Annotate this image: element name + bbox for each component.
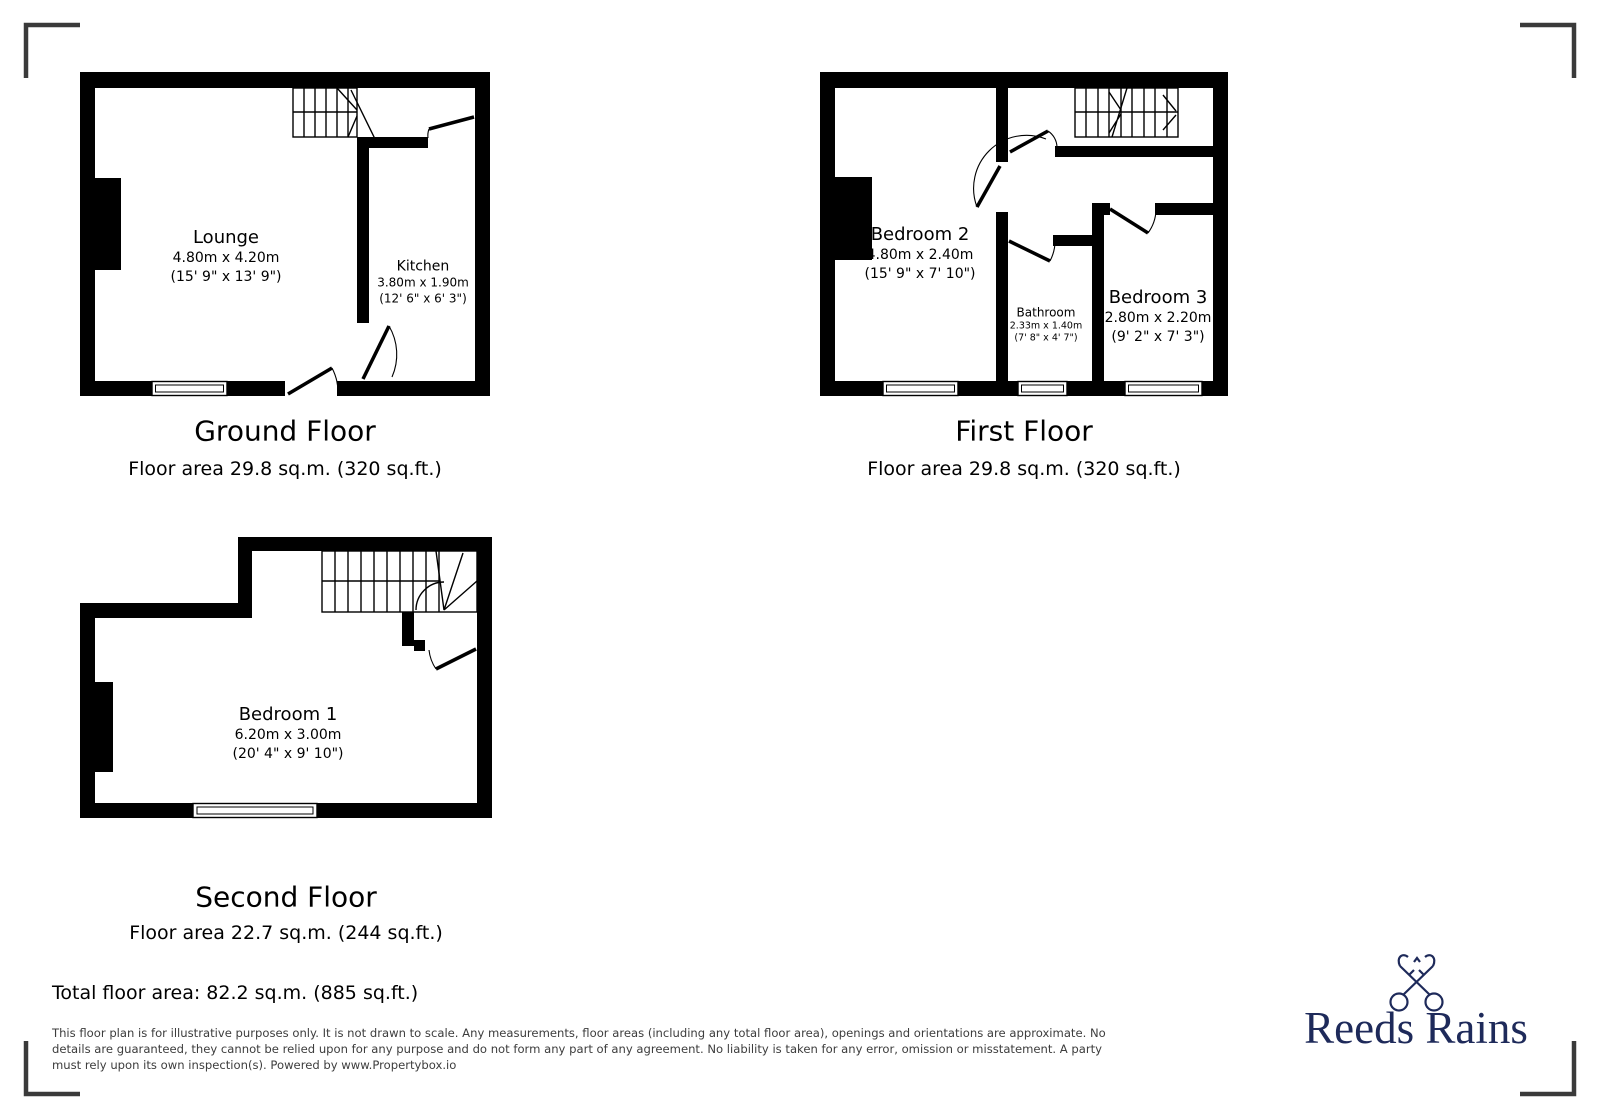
corner-bracket-top-left xyxy=(26,25,80,78)
ground-outer-walls xyxy=(80,72,490,396)
landing-wall xyxy=(1055,146,1213,157)
room-label-kitchen xyxy=(377,257,469,306)
ground-entrance-opening xyxy=(285,381,337,396)
total-floor-area: Total floor area: 82.2 sq.m. (885 sq.ft.) xyxy=(52,982,419,1004)
room-dim-imperial: (15' 9" x 13' 9") xyxy=(170,268,282,285)
kitchen-lounge-door-icon xyxy=(363,326,397,379)
second-chimney-breast xyxy=(95,682,113,772)
ground-floor-plan xyxy=(80,72,490,396)
disclaimer-line-2: details are guaranteed, they cannot be relied upon for any purpose and do not form any part of any agreement. No liability is taken for any error, omission or misstatement. A party xyxy=(52,1042,1103,1056)
disclaimer-text xyxy=(52,1025,1106,1073)
bedroom2-window-icon xyxy=(883,382,958,396)
disclaimer-line-3: must rely upon its own inspection(s). Powered by www.Propertybox.io xyxy=(52,1058,457,1072)
room-label-bedroom3 xyxy=(1105,286,1212,346)
ground-floor-area: Floor area 29.8 sq.m. (320 sq.ft.) xyxy=(128,458,442,480)
room-name: Lounge xyxy=(192,227,260,249)
second-floor-title: Second Floor xyxy=(195,880,377,914)
bedroom2-wall-upper xyxy=(996,88,1008,162)
room-name: Bedroom 3 xyxy=(1108,287,1208,309)
bathroom-top-wall xyxy=(1053,235,1093,246)
room-name: Kitchen xyxy=(396,258,450,275)
bathroom-door-icon xyxy=(1009,238,1055,261)
ground-chimney-breast xyxy=(95,178,121,270)
bedroom1-door-icon xyxy=(429,649,476,669)
bathroom-bedroom3-wall xyxy=(1092,203,1104,381)
room-label-bedroom1 xyxy=(232,703,343,763)
room-dim-imperial: (15' 9" x 7' 10") xyxy=(864,265,976,282)
bedroom3-window-icon xyxy=(1125,382,1202,396)
second-stair-wall-stub xyxy=(402,612,414,646)
ground-floor-title: Ground Floor xyxy=(194,414,376,448)
bedroom3-top-wall-right xyxy=(1155,203,1213,215)
room-dim-metric: 2.80m x 2.20m xyxy=(1104,310,1212,327)
room-dim-imperial: (20' 4" x 9' 10") xyxy=(232,745,344,762)
room-dim-metric: 6.20m x 3.00m xyxy=(234,727,342,744)
corner-bracket-bottom-right xyxy=(1520,1041,1574,1094)
room-name: Bedroom 1 xyxy=(238,704,338,726)
room-dim-metric: 2.33m x 1.40m xyxy=(1009,320,1083,332)
ground-divider-wall xyxy=(357,137,369,323)
bedroom1-window-icon xyxy=(193,804,317,818)
lounge-window-icon xyxy=(152,382,227,396)
room-dim-imperial: (7' 8" x 4' 7") xyxy=(1014,332,1078,344)
corner-bracket-top-right xyxy=(1520,25,1574,78)
second-stairs-icon xyxy=(322,551,477,612)
room-dim-metric: 3.80m x 1.90m xyxy=(377,275,469,290)
second-door-jamb-stub xyxy=(414,640,425,651)
bedroom3-top-wall-left xyxy=(1092,203,1110,215)
kitchen-hall-door-icon xyxy=(428,117,474,138)
second-floor-area: Floor area 22.7 sq.m. (244 sq.ft.) xyxy=(129,922,443,944)
disclaimer-line-1: This floor plan is for illustrative purposes only. It is not drawn to scale. Any measurements, floor areas (including any total floor area), openings and orientations are approximate. No xyxy=(52,1026,1106,1040)
bathroom-window-icon xyxy=(1018,382,1067,396)
room-dim-imperial: (12' 6" x 6' 3") xyxy=(379,291,467,306)
room-dim-metric: 4.80m x 2.40m xyxy=(866,247,974,264)
room-dim-metric: 4.80m x 4.20m xyxy=(172,250,280,267)
landing-door-icon xyxy=(1010,131,1057,152)
kitchen-top-wall xyxy=(369,137,428,148)
reeds-rains-logo-wordmark: Reeds Rains xyxy=(1304,1003,1528,1053)
room-name: Bedroom 2 xyxy=(870,224,970,246)
second-floor-plan xyxy=(80,537,492,818)
room-dim-imperial: (9' 2" x 7' 3") xyxy=(1111,328,1205,345)
room-label-bathroom xyxy=(1010,306,1082,345)
room-label-lounge xyxy=(170,226,281,286)
bedroom2-wall-lower xyxy=(996,212,1008,381)
bedroom2-door-icon xyxy=(974,135,1046,207)
ground-stairs-icon xyxy=(293,88,376,141)
bedroom3-door-icon xyxy=(1110,209,1156,233)
first-stairs-icon xyxy=(1075,88,1178,137)
first-floor-title: First Floor xyxy=(955,414,1093,448)
first-floor-area: Floor area 29.8 sq.m. (320 sq.ft.) xyxy=(867,458,1181,480)
room-name: Bathroom xyxy=(1016,305,1076,320)
room-label-bedroom2 xyxy=(864,223,975,283)
